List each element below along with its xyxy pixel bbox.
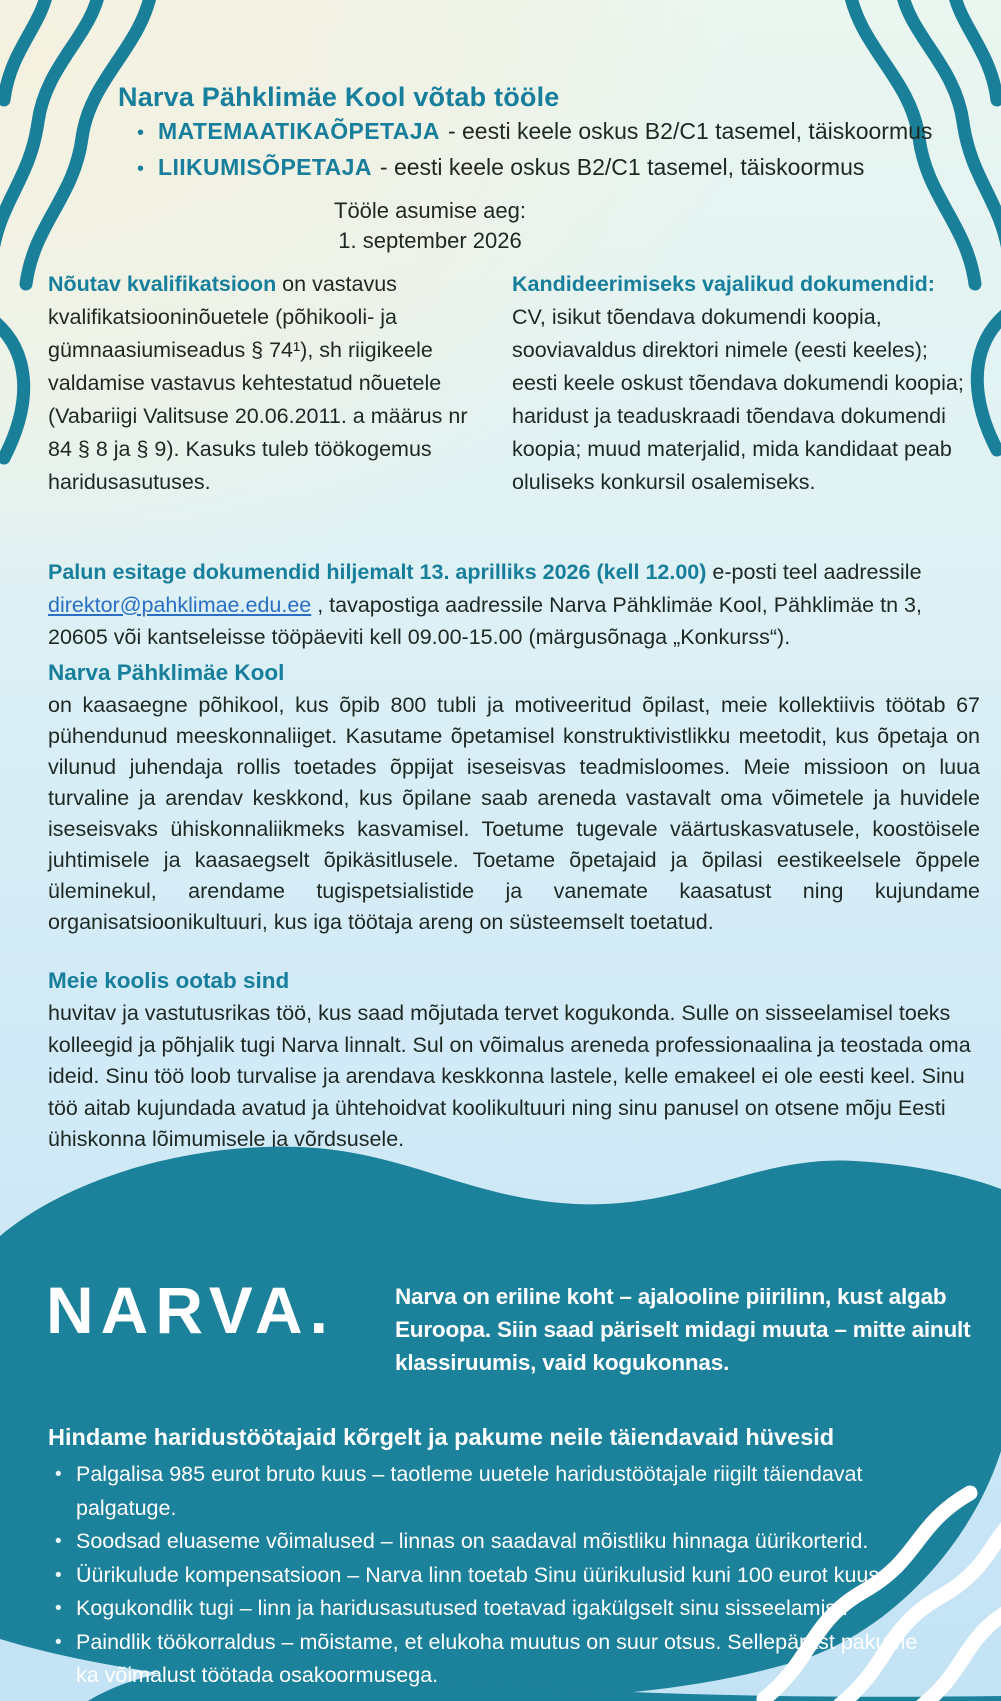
position-details: - eesti keele oskus B2/C1 tasemel, täiskoormus xyxy=(447,118,933,144)
info-columns xyxy=(48,268,964,499)
position-name: LIIKUMISÕPETAJA xyxy=(158,154,372,180)
benefit-item: • Üürikulude kompensatsioon – Narva linn toetab Sinu üürikulusid kuni 100 eurot kuus. xyxy=(48,1559,938,1593)
position-row xyxy=(137,114,932,150)
qualification-heading: Nõutav kvalifikatsioon xyxy=(48,272,277,296)
welcome-heading: Meie koolis ootab sind xyxy=(48,968,290,993)
start-date-block xyxy=(0,196,860,256)
documents-body: CV, isikut tõendava dokumendi koopia, sooviavaldus direktori nimele (eesti keeles); eesti keele oskust tõendava dokumendi koopia; haridust ja teaduskraadi tõendava dokumendi koopia; muud materjalid, mida kandidaat peab oluliseks konkursil osalemiseks. xyxy=(512,305,964,494)
narva-logo: NARVA. xyxy=(46,1273,335,1347)
narva-tagline: Narva on eriline koht – ajalooline piirilinn, kust algab Euroopa. Siin saad päriselt midagi muuta – mitte ainult klassiruumis, vaid kogukonnas. xyxy=(395,1284,971,1375)
page-title: Narva Pähklimäe Kool võtab tööle xyxy=(118,82,560,112)
benefits-list xyxy=(48,1458,938,1693)
application-before-link: e-posti teel aadressile xyxy=(706,560,922,584)
position-row xyxy=(137,150,932,186)
welcome-body: huvitav ja vastutusrikas töö, kus saad mõjutada tervet kogukonda. Sulle on sisseelamisel toeks kolleegid ja põhjalik tugi Narva linnalt. Sul on võimalus areneda professionaalina ja teostada oma ideid. Sinu töö loob turvalise ja arendava keskkonna lastele, kelle emakeel ei ole eesti keel. Sinu töö aitab kujundada avatud ja ühtehoidvat koolikultuuri ning sinu panusel on otsene mõju Eesti ühiskonna lõimumisele ja võrdsusele. xyxy=(48,1001,971,1151)
application-instructions xyxy=(48,556,978,654)
bullet-icon: • xyxy=(137,158,145,180)
about-school-heading: Narva Pähklimäe Kool xyxy=(48,660,285,685)
documents-heading: Kandideerimiseks vajalikud dokumendid: xyxy=(512,272,935,296)
benefit-item: • Soodsad eluaseme võimalused – linnas on saadaval mõistliku hinnaga üürikorterid. xyxy=(48,1525,938,1559)
about-school-body: on kaasaegne põhikool, kus õpib 800 tubli ja motiveeritud õpilast, meie kollektiivis töötab 67 pühendunud meeskonnaliiget. Kasutame õpetamisel konstruktivistlikku meetodit, kus õpetaja on vilunud juhendaja rollis toetades õppijat iseseisvas teadmisloomes. Meie missioon on luua turvaline ja arendav keskkond, kus õpilane saab areneda vastavalt oma võimetele ja huvidele iseseisvaks ühiskonnaliikmeks kasvamisel. Toetume tugevale väärtuskasvatusele, koostöisele juhtimisele ja kaasaegselt õpikäsitlusele. Toetame õpetajaid ja õpilasi eestikeelsele õppele üleminekul, arendame tugispetsialistide ja vanemate kaasatust ning kujundame organisatsioonikultuuri, kus iga töötaja areng on süsteemselt toetatud. xyxy=(48,693,980,934)
qualification-column xyxy=(48,268,478,499)
qualification-body: on vastavus kvalifikatsiooninõuetele (põhikooli- ja gümnaasiumiseadus § 74¹), sh riigikeele valdamise vastavus kehtestatud nõuetele (Vabariigi Valitsuse 20.06.2011. a määrus nr 84 § 8 ja § 9). Kasuks tuleb töökogemus haridusasutuses. xyxy=(48,272,468,494)
benefit-item: • Kogukondlik tugi – linn ja haridusasutused toetavad igakülgselt sinu sisseelamist. xyxy=(48,1592,938,1626)
start-date-label: Tööle asumise aeg: xyxy=(334,198,526,223)
bullet-icon: • xyxy=(137,122,145,144)
positions-list xyxy=(137,114,932,186)
position-name: MATEMAATIKAÕPETAJA xyxy=(158,118,440,144)
benefits-heading: Hindame haridustöötajaid kõrgelt ja pakume neile täiendavaid hüvesid xyxy=(48,1424,835,1450)
benefit-item: • Paindlik töökorraldus – mõistame, et elukoha muutus on suur otsus. Sellepärast pakume ka võimalust töötada osakoormusega. xyxy=(48,1626,938,1693)
application-after-link: , tavapostiga aadressile Narva Pähklimäe Kool, Pähklimäe tn 3, 20605 või kantseleisse tööpäeviti kell 09.00-15.00 (märgusõnaga „Konkurss“). xyxy=(48,592,922,649)
position-details: - eesti keele oskus B2/C1 tasemel, täiskoormus xyxy=(379,154,865,180)
benefit-item: • Palgalisa 985 eurot bruto kuus – taotleme uuetele haridustöötajale riigilt täiendavat palgatuge. xyxy=(48,1458,938,1525)
documents-column xyxy=(512,268,964,499)
application-deadline: Palun esitage dokumendid hiljemalt 13. aprilliks 2026 (kell 12.00) xyxy=(48,560,707,584)
email-link[interactable]: direktor@pahklimae.edu.ee xyxy=(48,592,312,617)
start-date-value: 1. september 2026 xyxy=(338,228,522,253)
